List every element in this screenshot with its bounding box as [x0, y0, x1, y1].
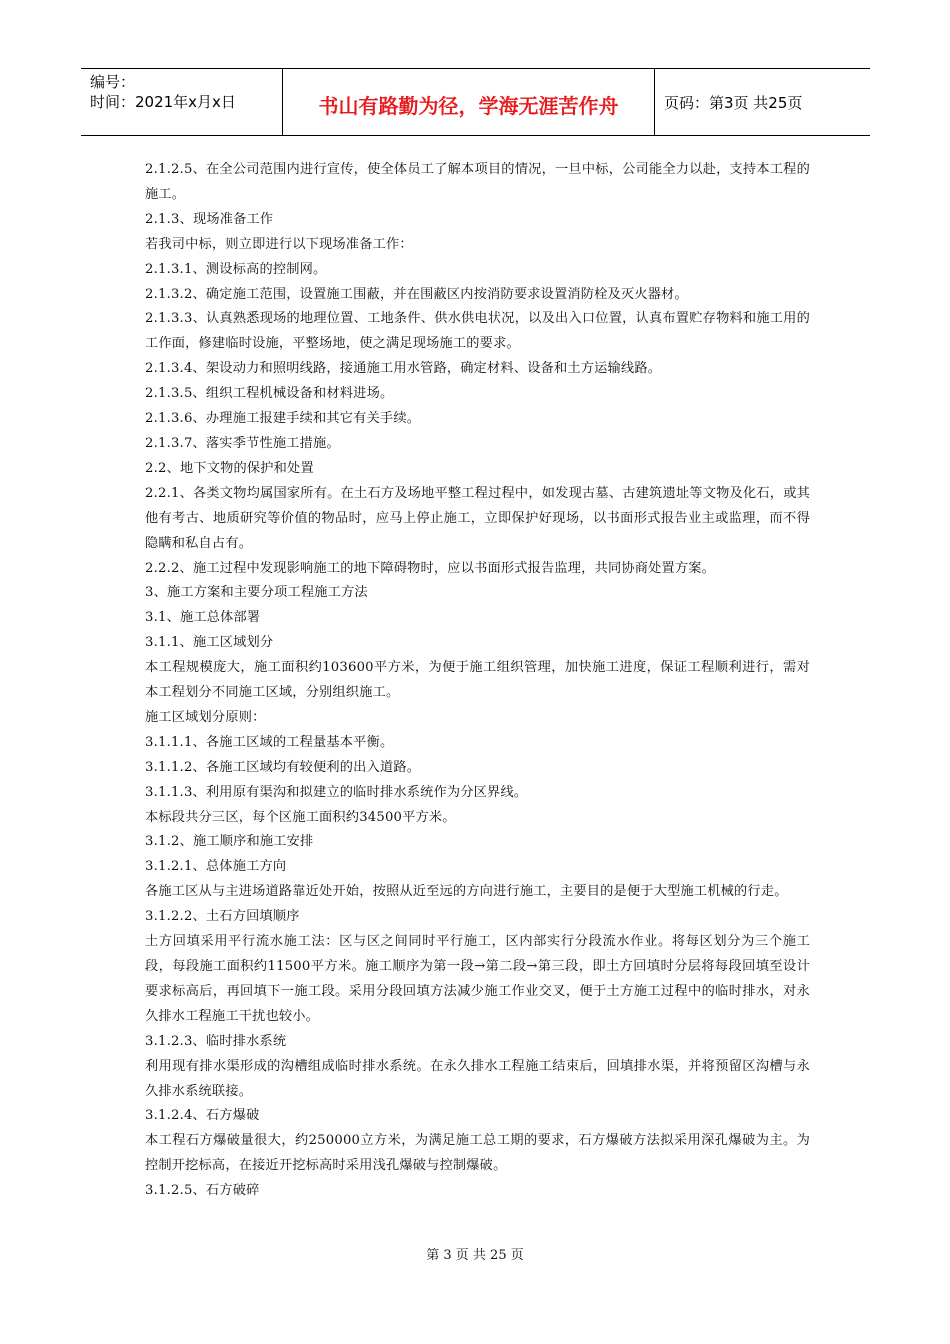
- body-paragraph: 3、施工方案和主要分项工程施工方法: [145, 585, 368, 601]
- body-paragraph: 3.1.2.1、总体施工方向: [145, 859, 287, 875]
- body-paragraph: 2.1.2.5、在全公司范围内进行宣传，使全体员工了解本项目的情况，一旦中标，公司能全力以赴，支持本工程的施工。: [145, 162, 810, 202]
- body-paragraph: 2.2、地下文物的保护和处置: [145, 460, 314, 476]
- body-paragraph: 3.1.1.1、各施工区域的工程量基本平衡。: [145, 734, 394, 750]
- document-number-label: 编号：: [90, 73, 136, 91]
- body-paragraph: 3.1.2.3、临时排水系统: [145, 1033, 287, 1049]
- body-paragraph: 2.1.3、现场准备工作: [145, 211, 274, 227]
- body-paragraph: 3.1、施工总体部署: [145, 610, 261, 626]
- body-paragraph: 土方回填采用平行流水施工法：区与区之间同时平行施工，区内部实行分段流水作业。将每区划分为三个施工段，每段施工面积约11500平方米。施工顺序为第一段→第二段→第三段，即土方回填时分层将每段回填至设计要求标高后，再回填下一施工段。采用分段回填方法减少施工作业交叉，便于土方施工过程中的临时排水，对永久排水工程施工干扰也较小。: [145, 934, 810, 1024]
- body-paragraph: 3.1.2.5、石方破碎: [145, 1183, 260, 1199]
- body-paragraph: 3.1.1.3、利用原有渠沟和拟建立的临时排水系统作为分区界线。: [145, 784, 528, 800]
- document-date: 时间：2021年x月x日: [90, 93, 236, 111]
- body-paragraph: 3.1.2、施工顺序和施工安排: [145, 834, 314, 850]
- body-paragraph: 本工程规模庞大，施工面积约103600平方米，为便于施工组织管理，加快施工进度，保证工程顺利进行，需对本工程划分不同施工区域，分别组织施工。: [145, 660, 810, 701]
- body-paragraph: 2.1.3.5、组织工程机械设备和材料进场。: [145, 386, 394, 402]
- body-paragraph: 利用现有排水渠形成的沟槽组成临时排水系统。在永久排水工程施工结束后，回填排水渠，并将预留区沟槽与永久排水系统联接。: [145, 1058, 810, 1099]
- body-paragraph: 施工区域划分原则：: [145, 709, 266, 725]
- page-header: [81, 68, 870, 136]
- body-paragraph: 2.2.1、各类文物均属国家所有。在土石方及场地平整工程过程中，如发现古墓、古建筑遗址等文物及化石，或其他有考古、地质研究等价值的物品时，应马上停止施工，立即保护好现场，以书面形式报告业主或监理，而不得隐瞒和私自占有。: [145, 485, 810, 551]
- body-paragraph: 2.1.3.1、测设标高的控制网。: [145, 261, 327, 277]
- body-paragraph: 各施工区从与主进场道路靠近处开始，按照从近至远的方向进行施工，主要目的是便于大型施工机械的行走。: [145, 884, 788, 900]
- body-paragraph: 本工程石方爆破量很大，约250000立方米，为满足施工总工期的要求，石方爆破方法拟采用深孔爆破为主。为控制开挖标高，在接近开挖标高时采用浅孔爆破与控制爆破。: [145, 1133, 810, 1174]
- body-paragraph: 本标段共分三区，每个区施工面积约34500平方米。: [145, 809, 456, 825]
- body-paragraph: 若我司中标，则立即进行以下现场准备工作：: [145, 236, 413, 252]
- body-paragraph: 2.1.3.4、架设动力和照明线路，接通施工用水管路，确定材料、设备和土方运输线路。: [145, 361, 662, 377]
- document-body: [145, 158, 810, 1204]
- header-motto: 书山有路勤为径，学海无涯苦作舟: [283, 69, 655, 135]
- body-paragraph: 3.1.2.4、石方爆破: [145, 1108, 260, 1124]
- body-paragraph: 3.1.1.2、各施工区域均有较便利的出入道路。: [145, 759, 421, 775]
- header-page-code: 页码：第3页 共25页: [664, 93, 803, 112]
- body-paragraph: 2.2.2、施工过程中发现影响施工的地下障碍物时，应以书面形式报告监理，共同协商处置方案。: [145, 560, 716, 576]
- body-paragraph: 3.1.1、施工区域划分: [145, 635, 274, 651]
- body-paragraph: 2.1.3.2、确定施工范围，设置施工围蔽，并在围蔽区内按消防要求设置消防栓及灭火器材。: [145, 286, 688, 302]
- body-paragraph: 2.1.3.6、办理施工报建手续和其它有关手续。: [145, 411, 421, 427]
- page-footer: 第 3 页 共 25 页: [426, 1248, 524, 1263]
- body-paragraph: 2.1.3.7、落实季节性施工措施。: [145, 435, 340, 451]
- body-paragraph: 2.1.3.3、认真熟悉现场的地理位置、工地条件、供水供电状况，以及出入口位置，认真布置贮存物料和施工用的工作面，修建临时设施，平整场地，使之满足现场施工的要求。: [145, 311, 810, 352]
- header-info-cell: [81, 69, 283, 135]
- body-paragraph: 3.1.2.2、土石方回填顺序: [145, 909, 300, 925]
